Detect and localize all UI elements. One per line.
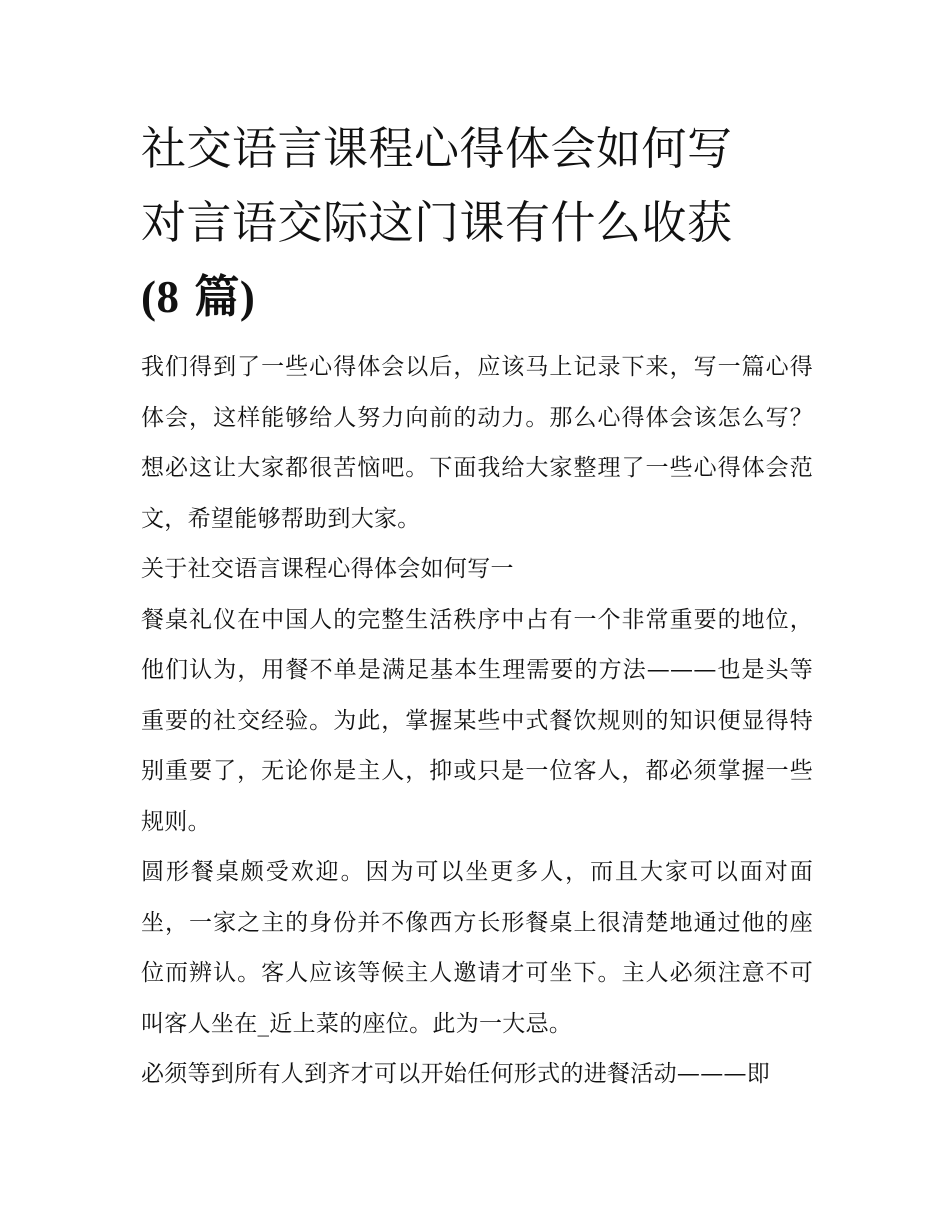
body-paragraph: 圆形餐桌颇受欢迎。因为可以坐更多人，而且大家可以面对面坐，一家之主的身份并不像西方长形餐桌上很清楚地通过他的座位而辨认。客人应该等候主人邀请才可坐下。主人必须注意不可叫客人坐在_近上菜的座位。此为一大忌。 <box>141 859 813 1037</box>
body-paragraph: 餐桌礼仪在中国人的完整生活秩序中占有一个非常重要的地位，他们认为，用餐不单是满足基本生理需要的方法———也是头等重要的社交经验。为此，掌握某些中式餐饮规则的知识便显得特别重要了，无论你是主人，抑或只是一位客人，都必须掌握一些规则。 <box>141 606 813 835</box>
title-line-2: 对言语交际这门课有什么收获 <box>141 196 733 249</box>
document-page <box>141 112 813 1100</box>
title-line-1: 社交语言课程心得体会如何写 <box>141 122 733 175</box>
body-paragraph: 必须等到所有人到齐才可以开始任何形式的进餐活动———即 <box>141 1061 771 1087</box>
title-line-3 <box>141 260 813 334</box>
title-count: (8 <box>141 272 180 322</box>
intro-paragraph: 我们得到了一些心得体会以后，应该马上记录下来，写一篇心得体会，这样能够给人努力向前的动力。那么心得体会该怎么写？想必这让大家都很苦恼吧。下面我给大家整理了一些心得体会范文，希望能够帮助到大家。 <box>141 354 813 532</box>
title-count-suffix: 篇) <box>194 272 256 322</box>
document-title <box>141 112 813 334</box>
section-heading: 关于社交语言课程心得体会如何写一 <box>141 556 514 582</box>
